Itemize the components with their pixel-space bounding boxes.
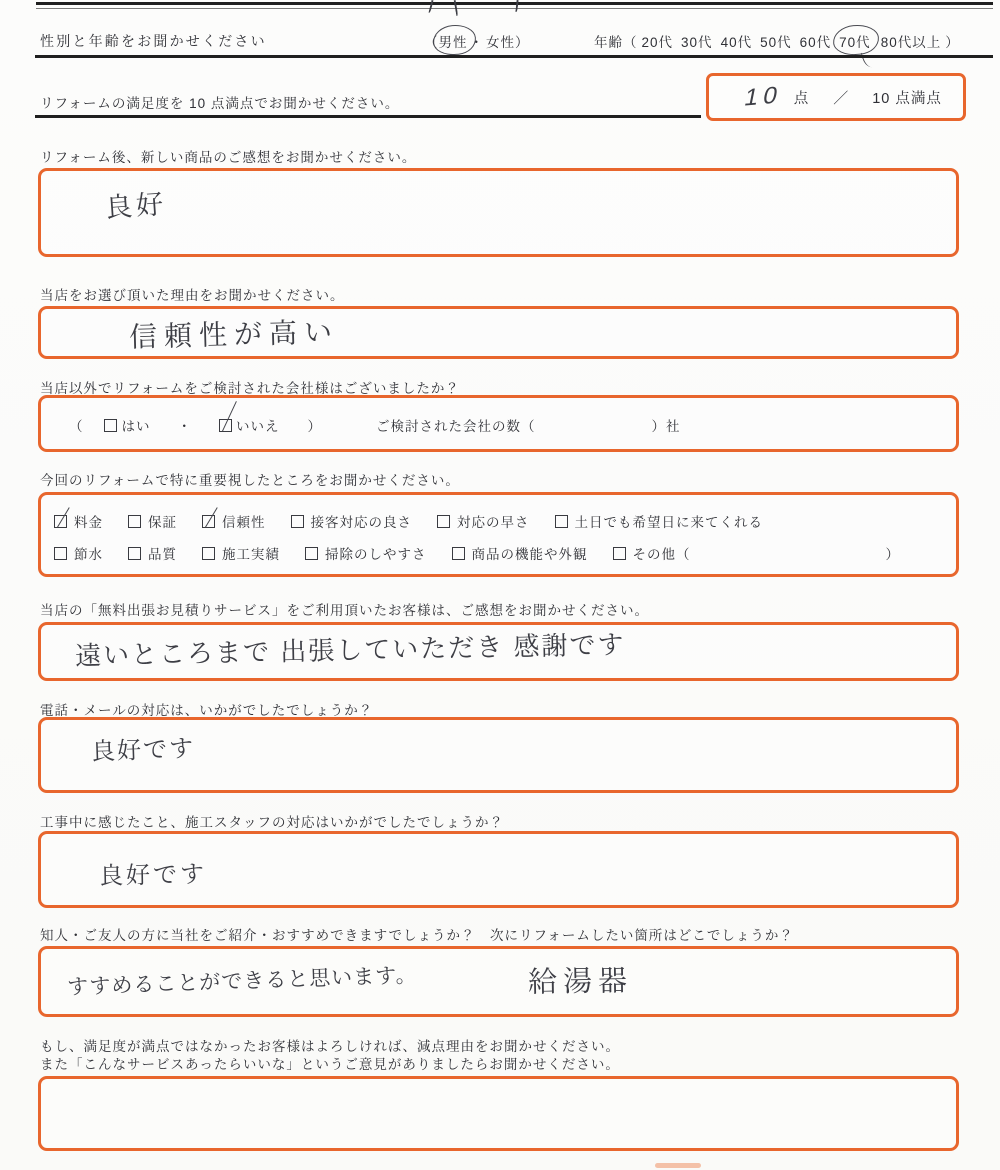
paren-close: ） (307, 419, 322, 434)
option-label: その他（ (632, 547, 691, 562)
checkbox-icon-checked (54, 515, 67, 528)
checkbox-no-icon-checked (219, 419, 232, 432)
question-construction: 工事中に感じたこと、施工スタッフの対応はいかがでしたでしょうか？ (40, 815, 504, 830)
age-option-30s: 30代 (681, 35, 713, 50)
question-deduction-line2: また「こんなサービスあったらいいな」というご意見がありましたらお聞かせください。 (40, 1057, 620, 1072)
handwritten-score: 10 (742, 81, 785, 112)
checkbox-icon (613, 547, 626, 560)
question-competitors: 当店以外でリフォームをご検討された会社様はございましたか？ (40, 381, 460, 396)
option-label: 料金 (74, 515, 103, 530)
checkbox-icon (437, 515, 450, 528)
handwriting-remnant (515, 0, 518, 12)
option-label: 節水 (74, 547, 103, 562)
top-rule-echo (36, 8, 993, 10)
section-rule (35, 115, 701, 118)
handwritten-answer-next-reform: 給湯器 (527, 965, 633, 999)
handwritten-answer: 信頼性が高い (128, 316, 340, 353)
checkbox-icon (555, 515, 568, 528)
answer-box-product-feedback (38, 168, 959, 257)
gender-option-male-circled: 男性 (439, 31, 468, 51)
answer-box-referral (38, 946, 959, 1017)
option-label: 品質 (148, 547, 177, 562)
option-label: 商品の機能や外観 (471, 547, 588, 562)
answer-box-choice-reason (38, 306, 959, 359)
age-option-60s: 60代 (799, 35, 832, 50)
option-label: 掃除のしやすさ (325, 547, 427, 562)
handwritten-answer: 良好 (104, 188, 169, 224)
question-phone-mail: 電話・メールの対応は、いかがでしたでしょうか？ (40, 703, 374, 718)
age-label: 年齢（ (594, 35, 638, 50)
option-label: 施工実績 (222, 547, 280, 562)
paren-close: ） (515, 35, 530, 50)
question-product-feedback: リフォーム後、新しい商品のご感想をお聞かせください。 (40, 150, 417, 165)
competitor-count-label: ご検討された会社の数（ (376, 419, 536, 434)
checkbox-icon (305, 547, 318, 560)
option-label: 接客対応の良さ (310, 515, 412, 530)
demographics-row (40, 31, 267, 51)
gender-separator: ・ (469, 35, 484, 50)
option-no-label: いいえ (236, 419, 280, 434)
option-label: 保証 (148, 515, 177, 530)
competitor-count-suffix: ）社 (651, 419, 681, 434)
handwritten-answer-referral: すすめることができると思います。 (66, 963, 418, 1000)
question-deduction-line1: もし、満足度が満点ではなかったお客様はよろしければ、減点理由をお聞かせください。 (40, 1039, 620, 1054)
handwritten-answer: 良好です (98, 861, 208, 890)
age-option-70s-circled: 70代 (839, 31, 871, 51)
handwritten-answer: 遠いところまで 出張していただき 感謝です (74, 629, 626, 671)
paren-open: （ (69, 419, 84, 434)
option-separator: ・ (177, 419, 192, 434)
checkbox-icon (202, 547, 215, 560)
question-choice-reason: 当店をお選び頂いた理由をお聞かせください。 (40, 288, 345, 303)
question-referral: 知人・ご友人の方に当社をご紹介・おすすめできますでしょうか？ 次にリフォームしたい箇所はどこでしょうか？ (40, 928, 794, 943)
demographics-question: 性別と年齢をお聞かせください (40, 33, 267, 49)
paren-close: ） (945, 35, 960, 50)
other-close-paren: ） (885, 547, 900, 562)
age-option-20s: 20代 (641, 35, 674, 50)
checkbox-yes-icon (104, 419, 117, 432)
answer-box-importance (38, 492, 959, 577)
answer-box-phone-mail (38, 717, 959, 793)
top-rule (36, 2, 993, 5)
question-estimate-service: 当店の「無料出張お見積りサービス」をご利用頂いたお客様は、ご感想をお聞かせください。 (40, 603, 649, 618)
answer-box-deduction (38, 1076, 959, 1151)
option-label: 対応の早さ (457, 515, 530, 530)
score-max: 10 点満点 (872, 90, 942, 107)
age-option-80s: 80代以上 (880, 35, 942, 50)
scan-artifact-smudge (655, 1163, 701, 1168)
score-unit: 点 (793, 90, 810, 107)
option-label: 信頼性 (222, 515, 266, 530)
checkbox-icon (128, 547, 141, 560)
section-rule (35, 55, 993, 58)
gender-option-female: 女性 (486, 35, 515, 50)
gender-options (424, 31, 530, 51)
age-option-40s: 40代 (720, 35, 753, 50)
satisfaction-score-box (706, 73, 966, 121)
checkbox-icon (452, 547, 465, 560)
question-importance: 今回のリフォームで特に重要視したところをお聞かせください。 (40, 473, 460, 488)
checkbox-icon (128, 515, 141, 528)
age-option-50s: 50代 (760, 35, 792, 50)
checkbox-icon (291, 515, 304, 528)
checkbox-icon-checked (202, 515, 215, 528)
answer-box-construction (38, 831, 959, 908)
answer-box-estimate-service (38, 622, 959, 681)
option-yes-label: はい (121, 419, 151, 434)
score-slash: ／ (833, 89, 849, 107)
age-options (594, 31, 960, 51)
answer-box-competitors (38, 395, 959, 452)
question-satisfaction: リフォームの満足度を 10 点満点でお聞かせください。 (40, 96, 400, 111)
option-label: 土日でも希望日に来てくれる (574, 515, 763, 530)
handwritten-answer: 良好です (90, 735, 196, 766)
paren-open: （ (424, 35, 439, 50)
checkbox-icon (54, 547, 67, 560)
